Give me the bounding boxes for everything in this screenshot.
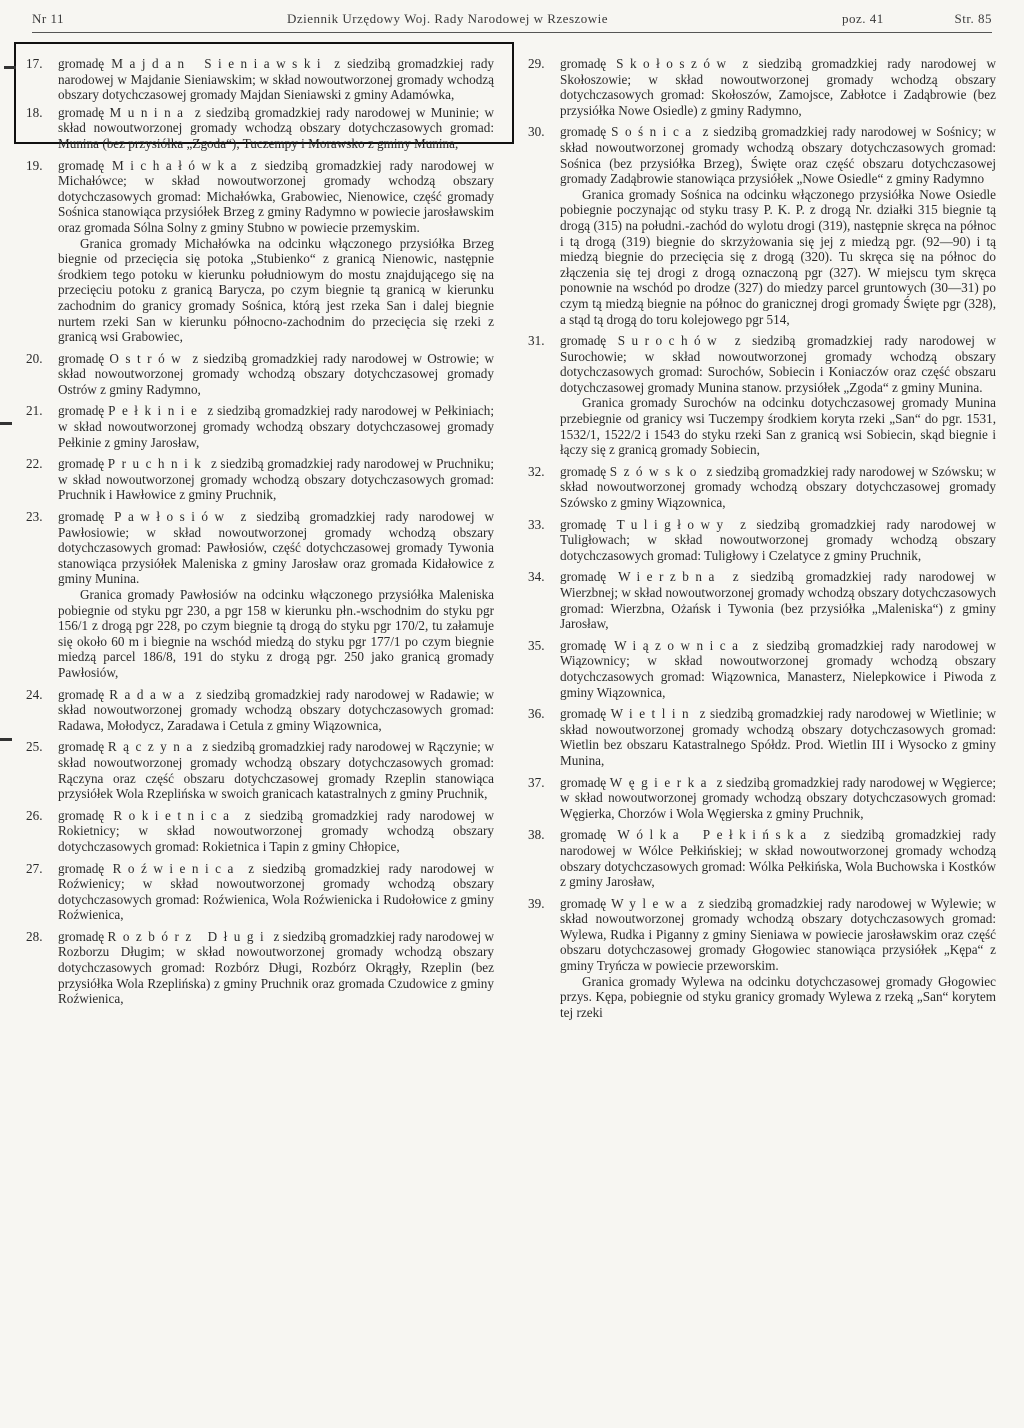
entry-text: z siedzibą gromadzkiej rady narodowej w Rozborzu Długim; w skład nowoutworzonej gromady wchodzą obszary dotychczasowych gromad: Rozbórz Długi, Rozbórz Okrągły, Rzeplin (bez przysiółka Wola Rzeplińska) z gminy Pruchnik oraz gromada Czudowice z gminy Roźwienica, bbox=[58, 928, 495, 1007]
entry-number: 25. bbox=[26, 739, 43, 755]
entry-text: z siedzibą gromadzkiej rady narodowej w Węgierce; w skład nowoutworzonej gromady wchodzą obszary dotychczasowych gromad: Węgierka, Chorzów i Wola Węgierska z gminy Pruchnik, bbox=[560, 774, 997, 821]
gromada-name: Surochów bbox=[617, 333, 724, 349]
entry-32: 32. gromadę Szówsko z siedzibą gromadzkiej rady narodowej w Szówsku; w skład nowoutworzonej gromady wchodzą obszary dotychczasowej gromady Szówsko z gminy Wiązownica, bbox=[528, 463, 996, 511]
right-column bbox=[528, 56, 996, 1020]
entry-text: z siedzibą gromadzkiej rady narodowej w Skołoszowie; w skład nowoutworzonej gromady wchodzą obszary dotychczasowych gromad: Skołoszów, Zamojsce, Zabłotce i Zadąbrowie (bez przysiółka Nowe Osiedle) z gminy Radymno, bbox=[560, 56, 996, 118]
entry-text: z siedzibą gromadzkiej rady narodowej w Pawłosiowie; w skład nowoutworzonej gromady wchodzą obszary dotychczasowych gromad: Pawłosiów, część dotychczasowej gromady Tywonia stanowiąca przysiółek Maleniska z gminy Jarosław oraz gromada Kidałowice z gminy Munina. bbox=[58, 509, 494, 587]
entry-number: 21. bbox=[26, 403, 43, 419]
journal-title: Dziennik Urzędowy Woj. Rady Narodowej w Rzeszowie bbox=[287, 11, 609, 26]
entry-27: 27. gromadę Roźwienica z siedzibą gromadzkiej rady narodowej w Roźwienicy; w skład nowoutworzonej gromady wchodzą obszary dotychczasowych gromad: Roźwienica, Wola Roźwienicka i Rudołowice z gminy Roźwienica, bbox=[26, 860, 495, 923]
margin-mark bbox=[4, 66, 16, 69]
entry-number: 38. bbox=[528, 827, 545, 843]
entry-number: 22. bbox=[26, 456, 43, 472]
entry-text: z siedzibą gromadzkiej rady narodowej w Roźwienicy; w skład nowoutworzonej gromady wchodzą obszary dotychczasowych gromad: Roźwienica, Wola Roźwienicka i Rudołowice z gminy Roźwienica, bbox=[58, 860, 495, 923]
entry-number: 39. bbox=[528, 895, 545, 911]
entry-text: z siedzibą gromadzkiej rady narodowej w Pełkiniach; w skład nowoutworzonej gromady wchodzą obszary dotychczasowej gromady Pełkinie z gminy Jarosław, bbox=[58, 403, 495, 450]
gromada-name: Ostrów bbox=[109, 350, 188, 366]
position-ref: poz. 41 bbox=[842, 11, 884, 26]
boundary-description: Granica gromady Surochów na odcinku dotychczasowej gromady Munina przebiegnie od granicy wsi Tuczempy środkiem koryta rzeki „San“ do pgr. 1531, 1532/1, 1522/2 i 1543 do styku rzeki San z granicą wsi Sobiecin, skąd biegnie i łączy się z granicą gromady Sobiecin, bbox=[560, 395, 996, 458]
gromada-name: Majdan Sieniawski bbox=[111, 56, 328, 71]
entry-number: 31. bbox=[528, 333, 545, 349]
entry-31: 31. gromadę Surochów z siedzibą gromadzkiej rady narodowej w Surochowie; w skład nowoutworzonej gromady wchodzą obszary dotychczasowych gromad: Surochów, Sobiecin i Koniaczów oraz część obszaru dotychczasowej gromady Munina stanow. przysiółek „Zgoda“ z gminy Munina. Granica gromady Surochów na odcinku dotychczasowej gromady Munina przebiegnie od granicy wsi Tuczempy środkiem koryta rzeki „San“ do pgr. 1531, 1532/1, 1522/2 i 1543 do styku rzeki San z granicą wsi Sobiecin, skąd biegnie i łączy się z granicą gromady Sobiecin, bbox=[528, 333, 997, 458]
entry-20: 20. gromadę Ostrów z siedzibą gromadzkiej rady narodowej w Ostrowie; w skład nowoutworzonej gromady wchodzą obszary dotychczasowej gromady Ostrów z gminy Radymno, bbox=[26, 350, 495, 397]
entry-19: 19. gromadę Michałówka z siedzibą gromadzkiej rady narodowej w Michałówce; w skład nowoutworzonej gromady wchodzą obszary dotychczasowych gromad: Michałówka, Grabowiec, Nienowice, część gromady Sośnica stanowiąca przysiółek Brzeg z gminy Radymno w powiecie jarosławskim oraz gromada Sólna Solny z gminy Stubno w powiecie przemyskim. Granica gromady Michałówka na odcinku włączonego przysiółka Brzeg biegnie od przecięcia się potoka „Stubienko“ z granicą Nienowic, następnie środkiem tego potoku w kierunku południowym do mostu znajdującego się na przecięciu potoku z granicą Barycza, po czym biegnie tą granicą w kierunku zachodnim do granicy gromady Sośnica, którą jest rzeka San i dalej biegnie nurtem rzeki San w kierunku północno-zachodnim do przecięcia się rzeki z granicą wsi Grabowiec, bbox=[26, 157, 494, 345]
entry-text: z siedzibą gromadzkiej rady narodowej w Sośnicy; w skład nowoutworzonej gromady wchodzą obszary dotychczasowych gromad: Sośnica (bez przysiółka Brzeg), Święte oraz część obszaru dotychczasowej gromady Zadąbrowie stanowiąca przysiółek „Nowe Osiedle“ z gminy Radymno bbox=[560, 124, 997, 187]
gromada-name: Wiązownica bbox=[614, 637, 745, 653]
entry-text: z siedzibą gromadzkiej rady narodowej w Wylewie; w skład nowoutworzonej gromady wchodzą obszary dotychczasowych gromad: Wylewa, Rudka i Piganny z gminy Sieniawa w powiecie jarosławskim oraz część obszaru dotychczasowej gromady Głogowiec stanowiąca przysiółek „Kępa“ z gminy Tryńcza w powiecie przeworskim. bbox=[560, 895, 997, 974]
entry-number: 18. bbox=[26, 104, 43, 120]
entry-number: 29. bbox=[528, 56, 545, 71]
gromada-name: Roźwienica bbox=[112, 860, 240, 876]
entry-number: 23. bbox=[26, 509, 43, 525]
entry-text: z siedzibą gromadzkiej rady narodowej w Wólce Pełkińskiej; w skład nowoutworzonej gromady wchodzą obszary dotychczasowych gromad: Wólka Pełkińska, Wola Buchowska i Kostków z gminy Jarosław, bbox=[560, 827, 997, 890]
entry-text: z siedzibą gromadzkiej rady narodowej w Pruchniku; w skład nowoutworzonej gromady wchodzą obszary dotychczasowych gromad: Pruchnik i Hawłowice z gminy Pruchnik, bbox=[58, 456, 495, 503]
entry-text: z siedzibą gromadzkiej rady narodowej w Surochowie; w skład nowoutworzonej gromady wchodzą obszary dotychczasowych gromad: Surochów, Sobiecin i Koniaczów oraz część obszaru dotychczasowej gromady Munina stanow. przysiółek „Zgoda“ z gminy Munina. bbox=[560, 333, 997, 395]
entry-38: 38. gromadę Wólka Pełkińska z siedzibą gromadzkiej rady narodowej w Wólce Pełkińskiej; w skład nowoutworzonej gromady wchodzą obszary dotychczasowych gromad: Wólka Pełkińska, Wola Buchowska i Kostków z gminy Jarosław, bbox=[528, 827, 997, 890]
gromada-name: Sośnica bbox=[611, 124, 698, 140]
boundary-description: Granica gromady Michałówka na odcinku włączonego przysiółka Brzeg biegnie od przecięcia się potoka „Stubienko“ z granicą Nienowic, następnie środkiem tego potoku w kierunku południowym do mostu znajdującego się na przecięciu potoku z granicą Barycza, po czym biegnie tą granicą w kierunku zachodnim do granicy gromady Sośnica, którą jest rzeka San i dalej biegnie nurtem rzeki San w kierunku północno-zachodnim do przecięcia się rzeki z granicą wsi Grabowiec, bbox=[58, 235, 494, 345]
boundary-description: Granica gromady Sośnica na odcinku włączonego przysiółka Nowe Osiedle pobiegnie poczynając od styku trasy P. K. P. z drogą Nr. działki 315 biegnie tą drogą (315) na południ.-zachód do wylotu drogi (319), następnie skręca na północ i tą drogą (319) biegnie do skrzyżowania się jej z miedzą pgr. (92—90) i tą miedzą biegnie do przecięcia się z drogą (320). Tu skręca się na północ do złączenia się tej drogi z drogą oznaczoną pgr (327). W miejscu tym skręca ponownie na wschód po drodze (327) do miedzy parcel gruntowych (30—31) po czym tą miedzą biegnie na północ do granicznej drogi gromady Święte pgr (328), a stąd tą drogą do toru kolejowego pgr 514, bbox=[560, 186, 996, 327]
gromada-name: Wietlin bbox=[610, 706, 696, 722]
entry-35: 35. gromadę Wiązownica z siedzibą gromadzkiej rady narodowej w Wiązownicy; w skład nowoutworzonej gromady wchodzą obszary dotychczasowych gromad: Wiązownica, Manasterz, Nielepkowice i Piwoda z gminy Wiązownica, bbox=[528, 637, 996, 700]
gromada-name: Szówsko bbox=[609, 463, 703, 479]
entry-number: 35. bbox=[528, 637, 545, 653]
entry-18: 18. gromadę Munina z siedzibą gromadzkiej rady narodowej w Muninie; w skład nowoutworzonej gromady wchodzą obszary dotychczasowych gromad: Munina (bez przysiółka „Zgoda“), Tuczempy i Morawsko z gminy Munina, bbox=[26, 104, 494, 151]
gromada-name: Michałówka bbox=[112, 157, 243, 173]
gromada-name: Radawa bbox=[109, 686, 191, 702]
entry-29: 29. gromadę Skołoszów z siedzibą gromadzkiej rady narodowej w Skołoszowie; w skład nowoutworzonej gromady wchodzą obszary dotychczasowych gromad: Skołoszów, Zamojsce, Zabłotce i Zadąbrowie (bez przysiółka Nowe Osiedle) z gminy Radymno, bbox=[528, 56, 996, 118]
entry-number: 33. bbox=[528, 516, 545, 532]
page-header bbox=[32, 8, 992, 33]
boundary-description: Granica gromady Wylewa na odcinku dotychczasowej gromady Głogowiec przys. Kępa, pobiegnie od styku granicy gromady Wylewa z rzeką „San“ korytem tej rzeki bbox=[560, 973, 996, 1020]
entry-39: 39. gromadę Wylewa z siedzibą gromadzkiej rady narodowej w Wylewie; w skład nowoutworzonej gromady wchodzą obszary dotychczasowych gromad: Wylewa, Rudka i Piganny z gminy Sieniawa w powiecie jarosławskim oraz część obszaru dotychczasowej gromady Głogowiec stanowiąca przysiółek „Kępa“ z gminy Tryńcza w powiecie przeworskim. Granica gromady Wylewa na odcinku dotychczasowej gromady Głogowiec przys. Kępa, pobiegnie od styku granicy gromady Wylewa z rzeką „San“ korytem tej rzeki bbox=[528, 895, 997, 1020]
gromada-name: Pawłosiów bbox=[114, 509, 231, 525]
gromada-name: Rączyna bbox=[107, 739, 199, 755]
gromada-name: Munina bbox=[109, 104, 190, 120]
gromada-name: Węgierka bbox=[609, 774, 714, 790]
entry-21: 21. gromadę Pełkinie z siedzibą gromadzkiej rady narodowej w Pełkiniach; w skład nowoutworzonej gromady wchodzą obszary dotychczasowej gromady Pełkinie z gminy Jarosław, bbox=[26, 403, 495, 450]
entry-30: 30. gromadę Sośnica z siedzibą gromadzkiej rady narodowej w Sośnicy; w skład nowoutworzonej gromady wchodzą obszary dotychczasowych gromad: Sośnica (bez przysiółka Brzeg), Święte oraz część obszaru dotychczasowej gromady Zadąbrowie stanowiąca przysiółek „Nowe Osiedle“ z gminy Radymno Granica gromady Sośnica na odcinku włączonego przysiółka Nowe Osiedle pobiegnie poczynając od styku trasy P. K. P. z drogą Nr. działki 315 biegnie tą drogą (315) na południ.-zachód do wylotu drogi (319), następnie skręca na północ i tą drogą (319) biegnie do skrzyżowania się jej z miedzą pgr. (92—90) i tą miedzą biegnie do przecięcia się z drogą (320). Tu skręca się na północ do złączenia się tej drogi z drogą oznaczoną pgr (327). W miejscu tym skręca ponownie na wschód po drodze (327) do miedzy parcel gruntowych (30—31) po czym tą miedzą biegnie na północ do granicznej drogi gromady Święte pgr (328), a stąd tą drogą do toru kolejowego pgr 514, bbox=[528, 124, 997, 327]
entry-number: 26. bbox=[26, 807, 43, 823]
entry-text: z siedzibą gromadzkiej rady narodowej w Rączynie; w skład nowoutworzonej gromady wchodzą obszary dotychczasowych gromad: Rączyna oraz część obszaru dotychczasowej gromady Rzeplin stanowiąca przysiółek Wola Rzeplińska w swoich granicach katastralnych z gminy Pruchnik, bbox=[58, 739, 495, 802]
entry-number: 24. bbox=[26, 686, 43, 702]
entry-text: z siedzibą gromadzkiej rady narodowej w Wietlinie; w skład nowoutworzonej gromady wchodzą obszary dotychczasowych gromad: Wietlin bez obszaru Katastralnego Spółdz. Prod. Wietlin III i Wysocko z gminy Munina, bbox=[560, 706, 997, 768]
left-column bbox=[26, 56, 494, 1007]
entry-number: 19. bbox=[26, 157, 43, 173]
entry-number: 30. bbox=[528, 124, 545, 140]
entry-34: 34. gromadę Wierzbna z siedzibą gromadzkiej rady narodowej w Wierzbnej; w skład nowoutworzonej gromady wchodzą obszary dotychczasowych gromad: Wierzbna, Ożańsk i Tywonia (bez przysiółka „Maleniska“) z gminy Jarosław, bbox=[528, 569, 997, 632]
entry-text: z siedzibą gromadzkiej rady narodowej w Michałówce; w skład nowoutworzonej gromady wchodzą obszary dotychczasowych gromad: Michałówka, Grabowiec, Nienowice, część gromady Sośnica stanowiąca przysiółek Brzeg z gminy Radymno w powiecie jarosławskim oraz gromada Sólna Solny z gminy Stubno w powiecie przemyskim. bbox=[58, 157, 494, 235]
gromada-name: Rozbórz Długi bbox=[107, 928, 271, 944]
entry-37: 37. gromadę Węgierka z siedzibą gromadzkiej rady narodowej w Węgierce; w skład nowoutworzonej gromady wchodzą obszary dotychczasowych gromad: Węgierka, Chorzów i Wola Węgierska z gminy Pruchnik, bbox=[528, 774, 997, 821]
entry-26: 26. gromadę Rokietnica z siedzibą gromadzkiej rady narodowej w Rokietnicy; w skład nowoutworzonej gromady wchodzą obszary dotychczasowych gromad: Rokietnica i Tapin z gminy Chłopice, bbox=[26, 807, 495, 854]
entry-number: 36. bbox=[528, 706, 545, 722]
entry-23: 23. gromadę Pawłosiów z siedzibą gromadzkiej rady narodowej w Pawłosiowie; w skład nowoutworzonej gromady wchodzą obszary dotychczasowych gromad: Pawłosiów, część dotychczasowej gromady Tywonia stanowiąca przysiółek Maleniska z gminy Jarosław oraz gromada Kidałowice z gminy Munina. Granica gromady Pawłosiów na odcinku włączonego przysiółka Maleniska pobiegnie od styku pgr 230, a pgr 158 w kierunku płn.-wschodnim do styku pgr 156/1 z drogą pgr 228, po czym biegnie tą drogą do styku pgr 170/2, tu załamuje się około 60 m i biegnie na wschód miedzą do styku pgr 177/1 po czym biegnie miedzą parcel 186/8, 191 do styku z drogą pgr. 250 jako granicą gromady Pawłosiów, bbox=[26, 509, 494, 680]
margin-mark bbox=[0, 738, 12, 741]
gromada-name: Wierzbna bbox=[618, 569, 721, 585]
entry-text: z siedzibą gromadzkiej rady narodowej w Rokietnicy; w skład nowoutworzonej gromady wchodzą obszary dotychczasowych gromad: Rokietnica i Tapin z gminy Chłopice, bbox=[58, 807, 495, 854]
entry-text: z siedzibą gromadzkiej rady narodowej w Majdanie Sieniawskim; w skład nowoutworzonej gromady wchodzą obszary dotychczasowej gromady Majdan Sieniawski z gminy Adamówka, bbox=[58, 56, 495, 103]
entry-number: 32. bbox=[528, 463, 545, 479]
gromada-name: Wylewa bbox=[611, 895, 694, 911]
gromada-name: Rokietnica bbox=[113, 807, 236, 823]
entry-28: 28. gromadę Rozbórz Długi z siedzibą gromadzkiej rady narodowej w Rozborzu Długim; w skład nowoutworzonej gromady wchodzą obszary dotychczasowych gromad: Rozbórz Długi, Rozbórz Okrągły, Rzeplin (bez przysiółka Wola Rzeplińska) z gminy Pruchnik oraz gromada Czudowice z gminy Roźwienica, bbox=[26, 928, 495, 1007]
entry-text: z siedzibą gromadzkiej rady narodowej w Szówsku; w skład nowoutworzonej gromady wchodzą obszary dotychczasowej gromady Szówsko z gminy Wiązownica, bbox=[560, 463, 996, 511]
entry-number: 17. bbox=[26, 56, 43, 71]
entry-text: z siedzibą gromadzkiej rady narodowej w Wiązownicy; w skład nowoutworzonej gromady wchodzą obszary dotychczasowych gromad: Wiązownica, Manasterz, Nielepkowice i Piwoda z gminy Wiązownica, bbox=[560, 637, 996, 700]
gromada-name: Tuligłowy bbox=[616, 516, 730, 532]
entry-text: z siedzibą gromadzkiej rady narodowej w Tuligłowach; w skład nowoutworzonej gromady wchodzą obszary dotychczasowych gromad: Tuligłowy i Czelatyce z gminy Pruchnik, bbox=[560, 516, 996, 563]
entry-text: z siedzibą gromadzkiej rady narodowej w Ostrowie; w skład nowoutworzonej gromady wchodzą obszary dotychczasowej gromady Ostrów z gminy Radymno, bbox=[58, 350, 495, 397]
boundary-description: Granica gromady Pawłosiów na odcinku włączonego przysiółka Maleniska pobiegnie od styku pgr 230, a pgr 158 w kierunku płn.-wschodnim do styku pgr 156/1 z drogą pgr 228, po czym biegnie tą drogą do styku pgr 170/2, tu załamuje się około 60 m i biegnie na wschód miedzą do styku pgr 177/1 po czym biegnie miedzą parcel 186/8, 191 do styku z drogą pgr. 250 jako granicą gromady Pawłosiów, bbox=[58, 587, 494, 680]
gromada-name: Pełkinie bbox=[108, 403, 204, 419]
gromada-name: Pruchnik bbox=[107, 456, 208, 472]
gromada-name: Skołoszów bbox=[616, 56, 733, 71]
entry-text: z siedzibą gromadzkiej rady narodowej w Wierzbnej; w skład nowoutworzonej gromady wchodzą obszary dotychczasowych gromad: Wierzbna, Ożańsk i Tywonia (bez przysiółka „Maleniska“) z gminy Jarosław, bbox=[560, 569, 997, 632]
issue-number: Nr 11 bbox=[32, 11, 64, 26]
entry-number: 20. bbox=[26, 350, 43, 366]
entry-22: 22. gromadę Pruchnik z siedzibą gromadzkiej rady narodowej w Pruchniku; w skład nowoutworzonej gromady wchodzą obszary dotychczasowych gromad: Pruchnik i Hawłowice z gminy Pruchnik, bbox=[26, 456, 495, 503]
page-number: Str. 85 bbox=[954, 11, 992, 26]
entry-text: z siedzibą gromadzkiej rady narodowej w Muninie; w skład nowoutworzonej gromady wchodzą obszary dotychczasowych gromad: Munina (bez przysiółka „Zgoda“), Tuczempy i Morawsko z gminy Munina, bbox=[58, 104, 494, 151]
entry-number: 28. bbox=[26, 928, 43, 944]
entry-text: z siedzibą gromadzkiej rady narodowej w Radawie; w skład nowoutworzonej gromady wchodzą obszary dotychczasowych gromad: Radawa, Mołodycz, Zaradawa i Cetula z gminy Wiązownica, bbox=[58, 686, 495, 733]
entry-36: 36. gromadę Wietlin z siedzibą gromadzkiej rady narodowej w Wietlinie; w skład nowoutworzonej gromady wchodzą obszary dotychczasowych gromad: Wietlin bez obszaru Katastralnego Spółdz. Prod. Wietlin III i Wysocko z gminy Munina, bbox=[528, 706, 997, 768]
gromada-name: Wólka Pełkińska bbox=[617, 827, 813, 843]
entry-number: 27. bbox=[26, 860, 43, 876]
entry-number: 34. bbox=[528, 569, 545, 585]
margin-mark bbox=[0, 422, 12, 425]
entry-33: 33. gromadę Tuligłowy z siedzibą gromadzkiej rady narodowej w Tuligłowach; w skład nowoutworzonej gromady wchodzą obszary dotychczasowych gromad: Tuligłowy i Czelatyce z gminy Pruchnik, bbox=[528, 516, 996, 563]
entry-number: 37. bbox=[528, 774, 545, 790]
entry-25: 25. gromadę Rączyna z siedzibą gromadzkiej rady narodowej w Rączynie; w skład nowoutworzonej gromady wchodzą obszary dotychczasowych gromad: Rączyna oraz część obszaru dotychczasowej gromady Rzeplin stanowiąca przysiółek Wola Rzeplińska w swoich granicach katastralnych z gminy Pruchnik, bbox=[26, 739, 495, 802]
entry-24: 24. gromadę Radawa z siedzibą gromadzkiej rady narodowej w Radawie; w skład nowoutworzonej gromady wchodzą obszary dotychczasowych gromad: Radawa, Mołodycz, Zaradawa i Cetula z gminy Wiązownica, bbox=[26, 686, 495, 733]
entry-17: 17. gromadę Majdan Sieniawski z siedzibą gromadzkiej rady narodowej w Majdanie Sieniawskim; w skład nowoutworzonej gromady wchodzą obszary dotychczasowej gromady Majdan Sieniawski z gminy Adamówka, bbox=[26, 56, 495, 103]
